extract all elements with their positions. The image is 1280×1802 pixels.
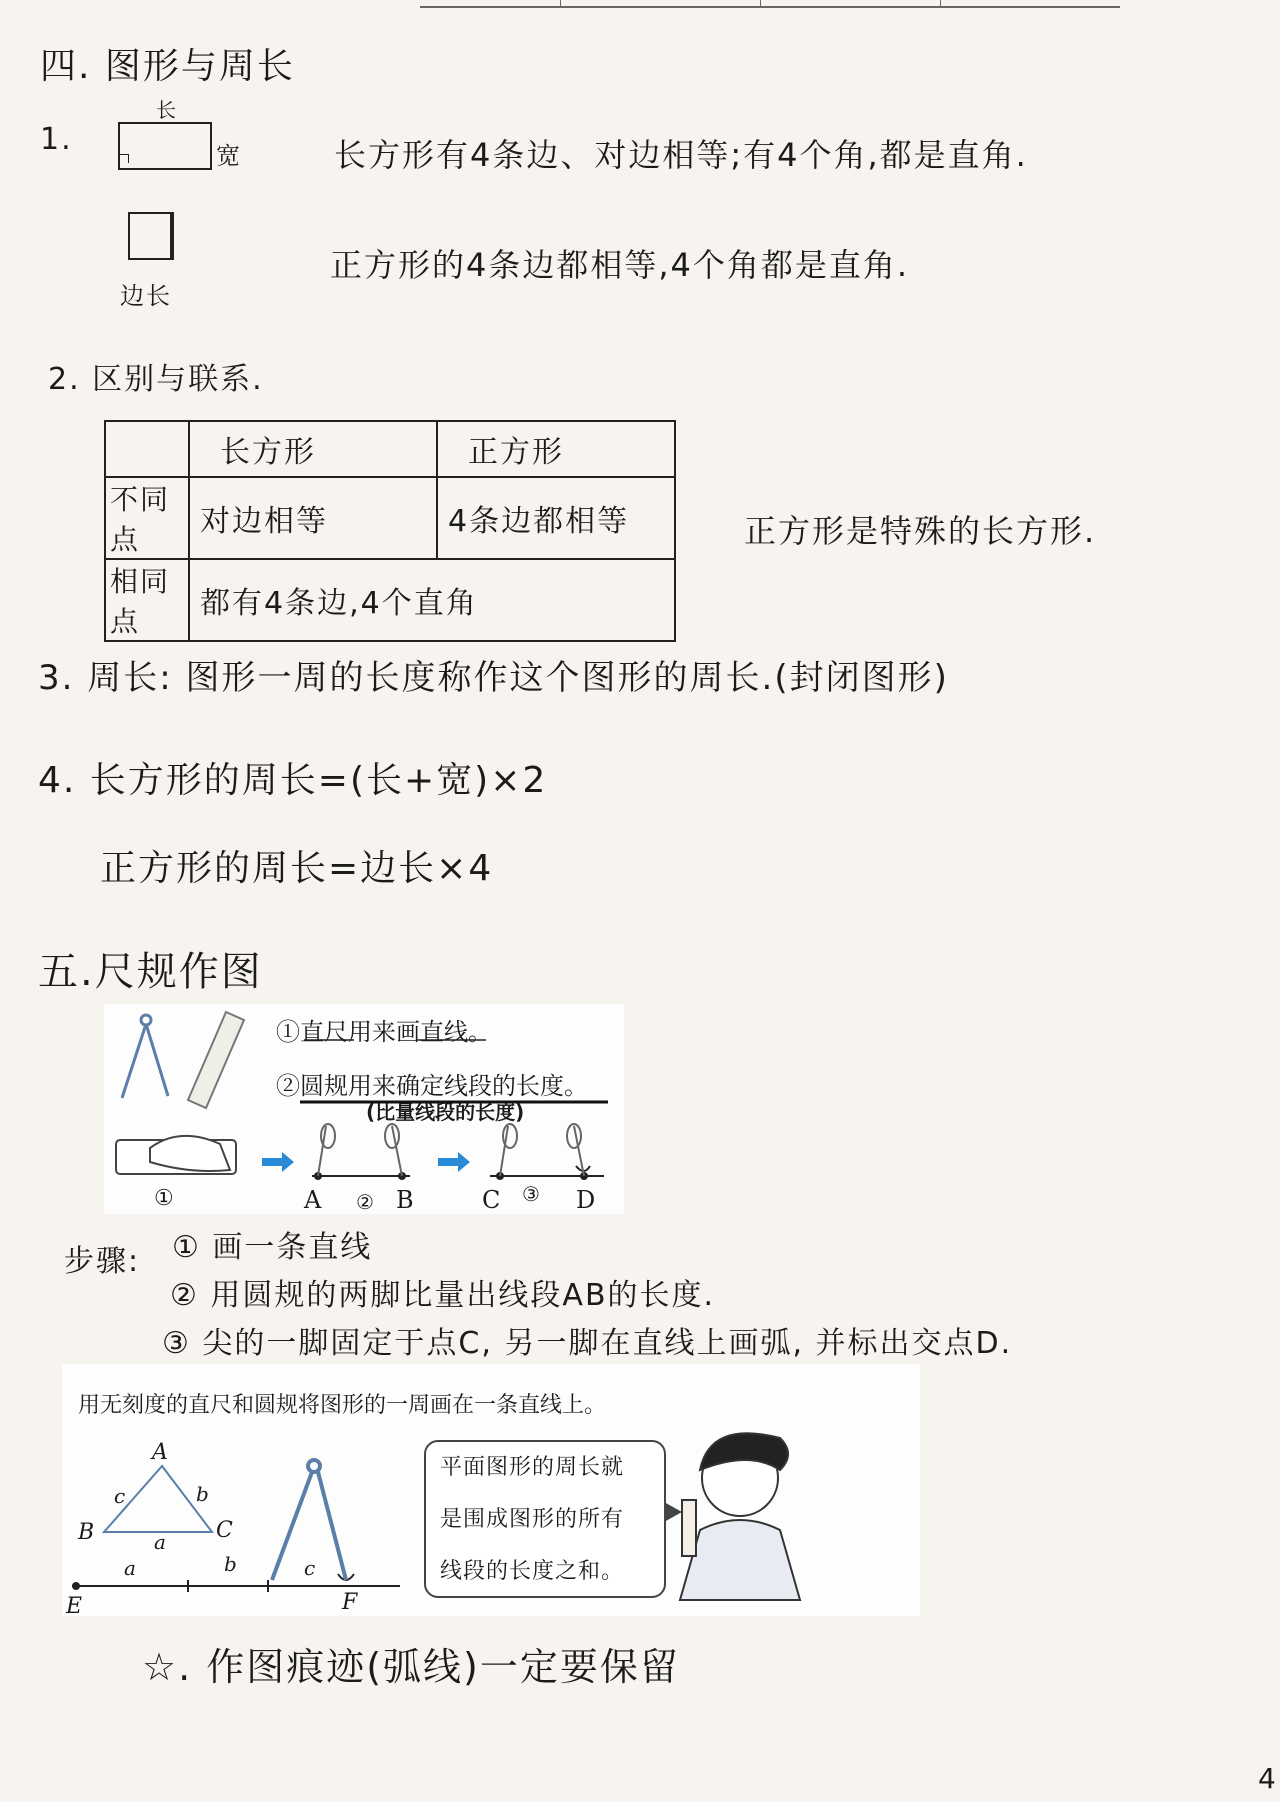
right-angle-mark <box>120 154 129 163</box>
fig-point-A: A <box>304 1186 322 1214</box>
table-corner <box>105 421 189 477</box>
tool-note-compass: ②圆规用来确定线段的长度。 <box>276 1072 588 1100</box>
exercise-instruction: 用无刻度的直尺和圆规将图形的一周画在一条直线上。 <box>78 1393 607 1418</box>
fig-point-B: B <box>396 1186 414 1214</box>
rect-label-wide: 宽 <box>216 142 242 170</box>
tool-note-handwritten: (比量线段的长度) <box>366 1100 525 1124</box>
fig-step3-mark: ③ <box>522 1182 540 1206</box>
line-seg-a: a <box>124 1556 136 1580</box>
step3-text: ③ 尖的一脚固定于点C, 另一脚在直线上画弧, 并标出交点D. <box>162 1326 1013 1361</box>
item4-square-formula: 正方形的周长=边长×4 <box>100 848 494 889</box>
fig-step2-mark: ② <box>356 1190 374 1214</box>
table-header-row <box>105 421 675 477</box>
table-row-diff <box>105 477 675 559</box>
bubble-line-1: 平面图形的周长就 <box>440 1455 625 1480</box>
speech-bubble <box>424 1440 666 1598</box>
tool-note-ruler: ①直尺用来画直线。 <box>276 1018 492 1046</box>
section4-title: 四. 图形与周长 <box>40 46 295 87</box>
line-seg-b: b <box>224 1552 237 1576</box>
comparison-table <box>104 420 676 642</box>
triangle-vertex-B: B <box>78 1520 95 1545</box>
step1-text: ① 画一条直线 <box>172 1230 373 1265</box>
fig-point-D: D <box>576 1186 596 1214</box>
page-number: 4 <box>1258 1762 1278 1795</box>
triangle-vertex-C: C <box>216 1518 233 1543</box>
header-rectangle: 长方形 <box>189 421 437 477</box>
triangle-side-b: b <box>196 1482 209 1506</box>
item4-rect-formula: 4. 长方形的周长=(长+宽)×2 <box>38 760 548 801</box>
square-figure <box>128 212 174 260</box>
triangle-side-c: c <box>114 1484 126 1508</box>
section5-title: 五.尺规作图 <box>38 949 263 995</box>
square-properties: 正方形的4条边都相等,4个角都是直角. <box>330 246 910 284</box>
rect-label-long: 长 <box>156 98 178 122</box>
steps-label: 步骤: <box>64 1244 141 1279</box>
line-point-E: E <box>66 1594 83 1619</box>
diff-square: 4条边都相等 <box>437 477 675 559</box>
table-row-same <box>105 559 675 641</box>
special-note: 正方形是特殊的长方形. <box>744 512 1097 550</box>
fig-point-C: C <box>482 1186 501 1214</box>
same-label: 相同点 <box>105 559 189 641</box>
header-square: 正方形 <box>437 421 675 477</box>
bubble-line-3: 线段的长度之和。 <box>440 1559 625 1584</box>
bubble-line-2: 是围成图形的所有 <box>440 1507 625 1532</box>
line-seg-c: c <box>304 1556 316 1580</box>
triangle-vertex-A: A <box>152 1440 168 1465</box>
triangle-side-a: a <box>154 1530 166 1554</box>
item2-title: 2. 区别与联系. <box>48 362 264 397</box>
diff-label: 不同点 <box>105 477 189 559</box>
rect-properties: 长方形有4条边、对边相等;有4个角,都是直角. <box>334 136 1028 174</box>
step2-text: ② 用圆规的两脚比量出线段AB的长度. <box>170 1278 716 1313</box>
item1-number: 1. <box>40 122 73 157</box>
item3-perimeter-definition: 3. 周长: 图形一周的长度称作这个图形的周长.(封闭图形) <box>38 658 949 698</box>
square-label: 边长 <box>120 282 172 310</box>
rectangle-figure <box>118 122 212 170</box>
line-point-F: F <box>342 1590 358 1615</box>
fig-step1-mark: ① <box>154 1186 174 1211</box>
reminder-note: ☆. 作图痕迹(弧线)一定要保留 <box>142 1645 680 1689</box>
same-text: 都有4条边,4个直角 <box>189 559 675 641</box>
diff-rectangle: 对边相等 <box>189 477 437 559</box>
top-table-edge <box>420 0 1120 8</box>
